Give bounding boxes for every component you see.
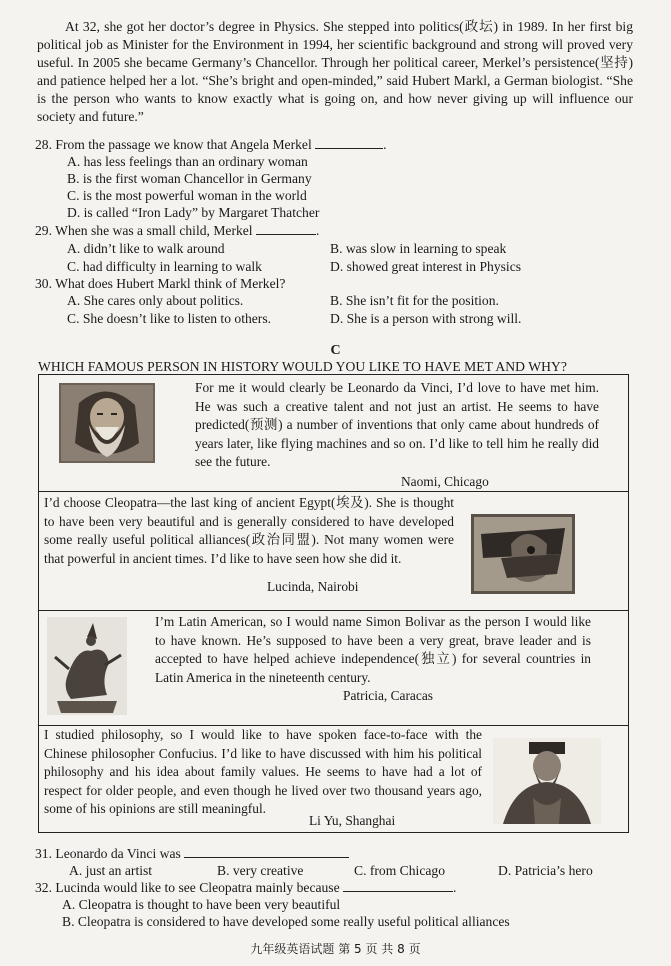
entry-box-bolivar	[38, 610, 629, 726]
answer-blank	[343, 879, 453, 892]
question-end-mark: .	[383, 137, 387, 152]
option-31a: A. just an artist	[69, 863, 153, 878]
section-letter: C	[330, 343, 341, 358]
entry-text-confucius: I studied philosophy, so I would like to have spoken face-to-face with the Chinese philosopher Confucius. I’d like to have discussed with him his political philosophy and his idea about family values. He seems to have had a lot of respect for older people, and even though he lived over two thousand years ago, some of his opinions are still meaningful.	[44, 727, 482, 816]
question-29-stem: 29. When she was a small child, Merkel	[35, 223, 253, 238]
option-30d: D. She is a person with strong will.	[330, 311, 522, 326]
entry-author-cleopatra: Lucinda, Nairobi	[267, 579, 359, 594]
question-30	[35, 275, 285, 293]
page-footer: 九年级英语试题 第 5 页 共 8 页	[250, 942, 421, 956]
option-28d: D. is called “Iron Lady” by Margaret Thatcher	[67, 205, 320, 220]
entry-text-bolivar: I’m Latin American, so I would name Simon Bolivar as the person I would like to have known. He’s supposed to have been a very great, brave leader and is accepted to have helped achieve independence(独立) for several countries in Latin America in the nineteenth century.	[155, 614, 591, 685]
question-28-stem: 28. From the passage we know that Angela Merkel	[35, 137, 312, 152]
entry-author-confucius: Li Yu, Shanghai	[309, 813, 396, 828]
answer-blank	[256, 222, 316, 235]
question-32	[35, 879, 456, 897]
section-title: WHICH FAMOUS PERSON IN HISTORY WOULD YOU LIKE TO HAVE MET AND WHY?	[38, 359, 567, 374]
option-29b: B. was slow in learning to speak	[330, 241, 507, 256]
question-29	[35, 222, 319, 240]
option-31d: D. Patricia’s hero	[498, 863, 593, 878]
option-30c: C. She doesn’t like to listen to others.	[67, 311, 272, 326]
entry-author-bolivar: Patricia, Caracas	[343, 688, 433, 703]
option-28c: C. is the most powerful woman in the world	[67, 188, 307, 203]
answer-blank	[184, 845, 349, 858]
entry-text-cleopatra: I’d choose Cleopatra—the last king of ancient Egypt(埃及). She is thought to have been very beautiful and is generally considered to have developed some really useful political alliances(政治同盟). Not many women were that powerful in ancient times. I’d like to have seen how she did it.	[44, 495, 454, 566]
answer-blank	[315, 136, 383, 149]
question-28	[35, 136, 387, 154]
entry-box-confucius	[38, 725, 629, 833]
option-30a: A. She cares only about politics.	[67, 293, 244, 308]
entry-box-cleopatra	[38, 491, 629, 611]
option-28a: A. has less feelings than an ordinary woman	[67, 154, 308, 169]
question-31	[35, 845, 349, 863]
question-end-mark: .	[315, 223, 320, 238]
option-31c: C. from Chicago	[354, 863, 445, 878]
confucius-portrait-image	[493, 738, 601, 824]
option-32a: A. Cleopatra is thought to have been very beautiful	[62, 897, 341, 912]
option-30b: B. She isn’t fit for the position.	[330, 293, 499, 308]
option-28b: B. is the first woman Chancellor in Germany	[67, 171, 312, 186]
option-32b: B. Cleopatra is considered to have developed some really useful political alliances	[62, 914, 510, 929]
entry-author-leonardo: Naomi, Chicago	[401, 474, 489, 489]
question-32-stem: 32. Lucinda would like to see Cleopatra mainly because	[35, 880, 340, 895]
option-31b: B. very creative	[217, 863, 304, 878]
entry-box-leonardo	[38, 374, 629, 492]
passage-paragraph: At 32, she got her doctor’s degree in Physics. She stepped into politics(政坛) in 1989. In her first big political job as Minister for the Environment in 1994, her scientific background and strong will proved very useful. In 2005 she became Germany’s Chancellor. Through her political career, Merkel’s persistence(坚持) and patience helped her a lot. “She’s bright and open-minded,” said Hubert Markl, a German biologist. “She is the person who wants to know exactly what is going on, and how never giving up will influence our society and future.”	[37, 19, 633, 124]
option-29a: A. didn’t like to walk around	[67, 241, 225, 256]
question-30-stem: 30. What does Hubert Markl think of Merkel?	[35, 276, 286, 291]
question-31-stem: 31. Leonardo da Vinci was	[35, 846, 181, 861]
question-end-mark: .	[453, 880, 457, 895]
option-29d: D. showed great interest in Physics	[330, 259, 522, 274]
bolivar-statue-image	[47, 617, 127, 715]
option-29c: C. had difficulty in learning to walk	[67, 259, 262, 274]
leonardo-portrait-image	[59, 383, 155, 463]
cleopatra-image	[471, 514, 575, 594]
entry-text-leonardo: For me it would clearly be Leonardo da Vinci, I’d love to have met him. He was such a creative talent and not just an artist. He seems to have predicted(预测) a number of inventions that only came about hundreds of years later, like flying machines and so on. I’d like to tell him he really did see the future.	[195, 380, 599, 469]
